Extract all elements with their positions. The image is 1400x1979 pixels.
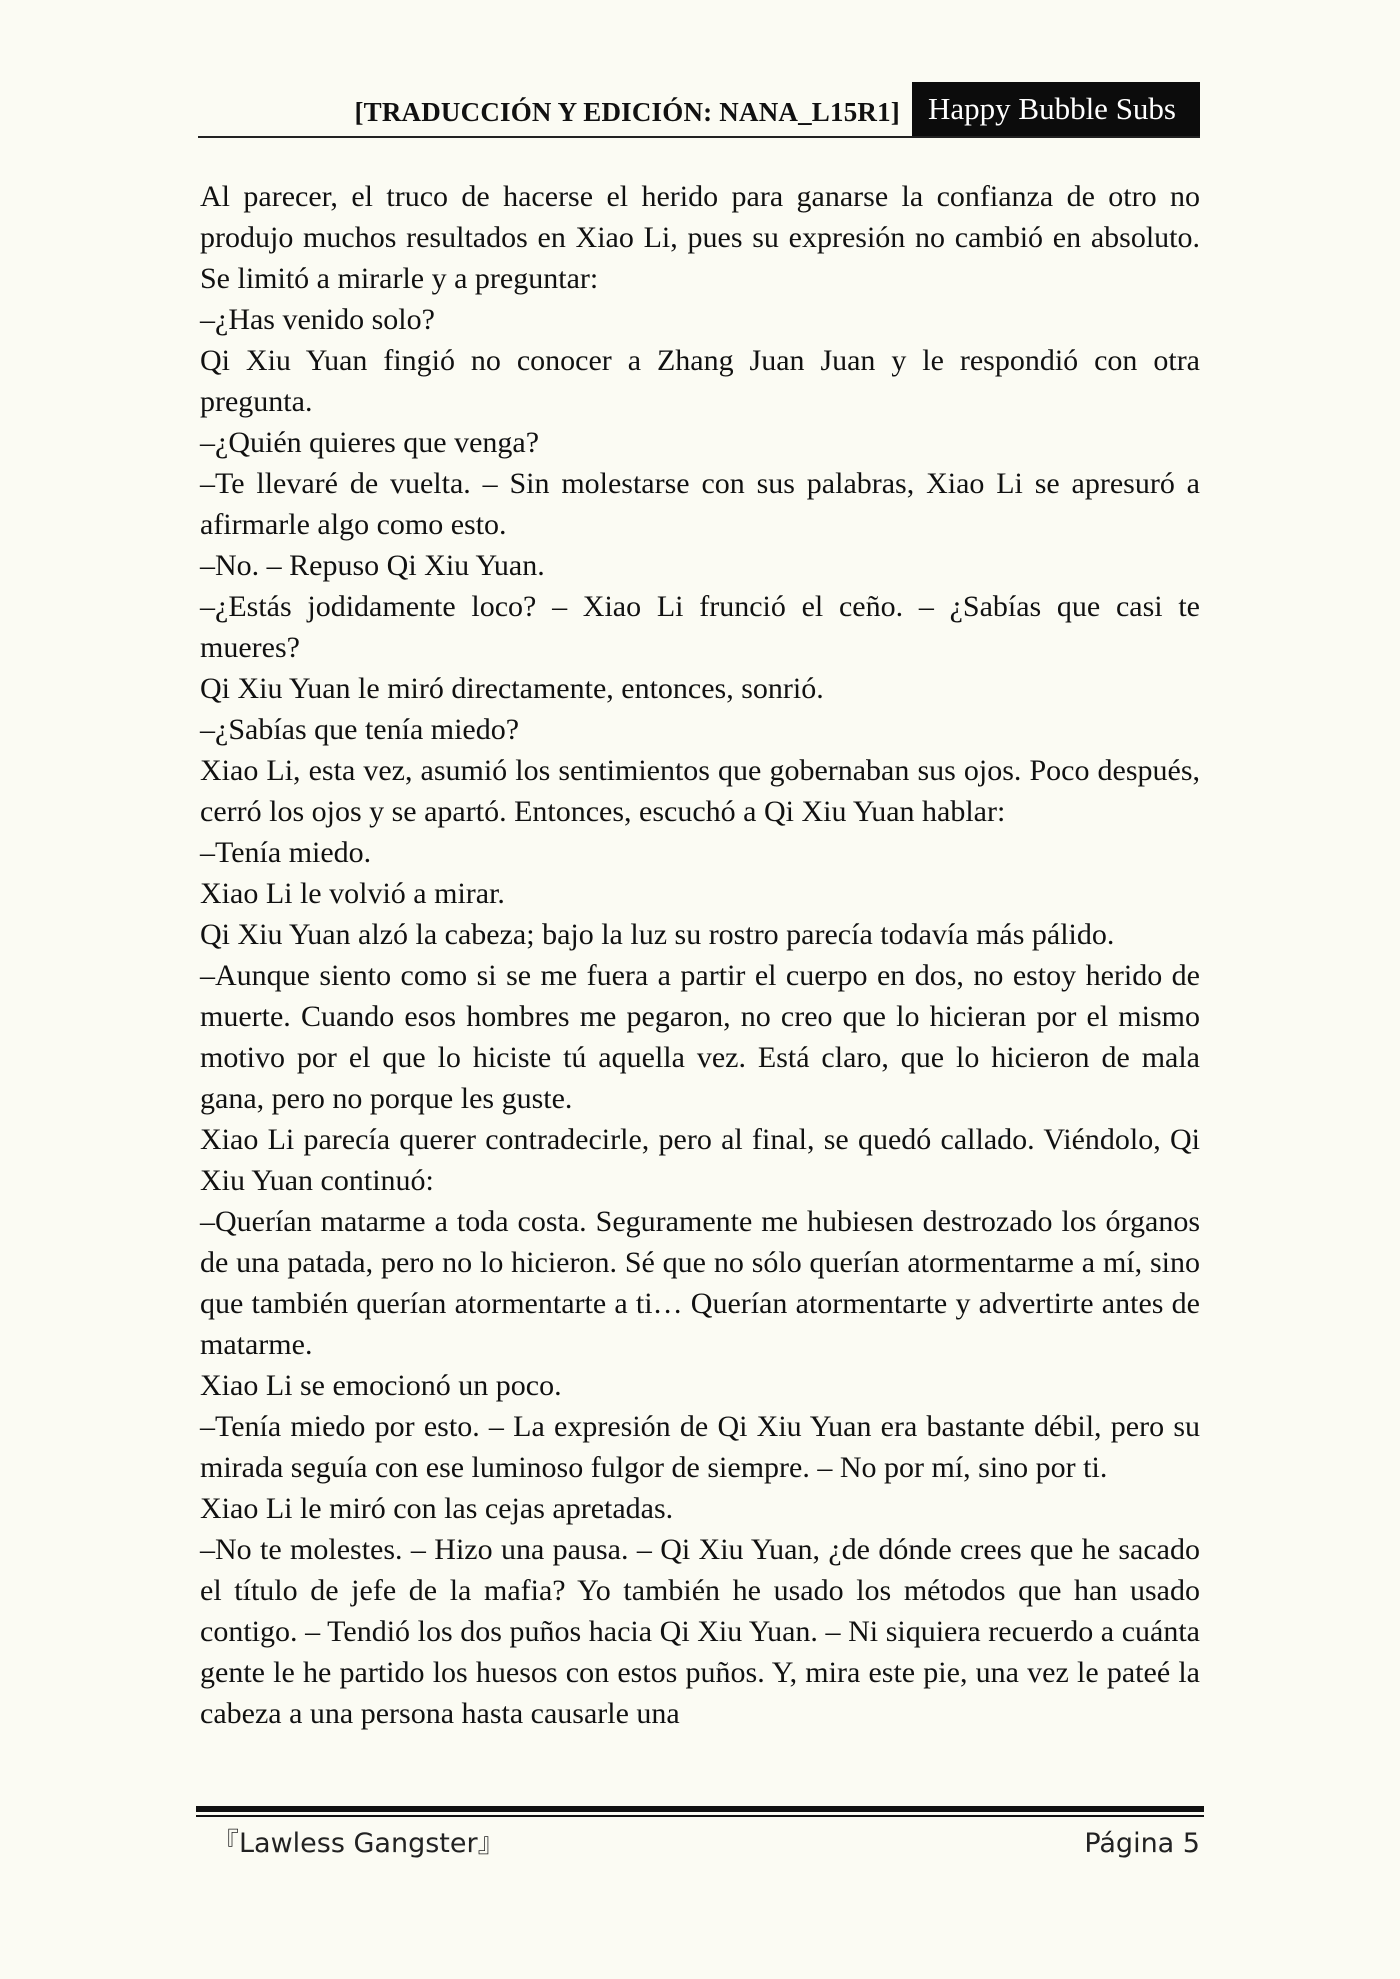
paragraph: –¿Sabías que tenía miedo?: [200, 713, 520, 746]
footer-book-title: 『Lawless Gangster』: [212, 1828, 505, 1859]
page-body: [200, 176, 1200, 1734]
paragraph: Xiao Li se emocionó un poco.: [200, 1369, 562, 1402]
paragraph: –Te llevaré de vuelta. – Sin molestarse con sus palabras, Xiao Li se apresuró a afirmarle algo como esto.: [200, 467, 1200, 541]
paragraph: –¿Has venido solo?: [200, 303, 435, 336]
paragraph: –Tenía miedo.: [200, 836, 372, 869]
paragraph: Qi Xiu Yuan alzó la cabeza; bajo la luz su rostro parecía todavía más pálido.: [200, 918, 1115, 951]
paragraph: –No te molestes. – Hizo una pausa. – Qi Xiu Yuan, ¿de dónde crees que he sacado el título de jefe de la mafia? Yo también he usado los métodos que han usado contigo. – Tendió los dos puños hacia Qi Xiu Yuan. – Ni siquiera recuerdo a cuánta gente le he partido los huesos con estos puños. Y, mira este pie, una vez le pateé la cabeza a una persona hasta causarle una: [200, 1533, 1200, 1730]
paragraph: –No. – Repuso Qi Xiu Yuan.: [200, 549, 545, 582]
footer-page-number: Página 5: [1084, 1828, 1200, 1859]
footer-divider-thin: [196, 1815, 1204, 1817]
paragraph: Xiao Li le volvió a mirar.: [200, 877, 505, 910]
header-brand-box: Happy Bubble Subs: [912, 82, 1200, 136]
page-header: [198, 82, 1200, 138]
paragraph: –Tenía miedo por esto. – La expresión de Qi Xiu Yuan era bastante débil, pero su mirada seguía con ese luminoso fulgor de siempre. – No por mí, sino por ti.: [200, 1410, 1200, 1484]
footer-divider-thick: [196, 1806, 1204, 1812]
paragraph: Al parecer, el truco de hacerse el herido para ganarse la confianza de otro no produjo muchos resultados en Xiao Li, pues su expresión no cambió en absoluto. Se limitó a mirarle y a preguntar:: [200, 180, 1200, 295]
paragraph: Qi Xiu Yuan le miró directamente, entonces, sonrió.: [200, 672, 824, 705]
paragraph: –Querían matarme a toda costa. Seguramente me hubiesen destrozado los órganos de una patada, pero no lo hicieron. Sé que no sólo querían atormentarme a mí, sino que también querían atormentarte a ti… Querían atormentarte y advertirte antes de matarme.: [200, 1205, 1200, 1361]
paragraph: –¿Quién quieres que venga?: [200, 426, 540, 459]
paragraph: Xiao Li, esta vez, asumió los sentimientos que gobernaban sus ojos. Poco después, cerró los ojos y se apartó. Entonces, escuchó a Qi Xiu Yuan hablar:: [200, 754, 1200, 828]
paragraph: Qi Xiu Yuan fingió no conocer a Zhang Juan Juan y le respondió con otra pregunta.: [200, 344, 1200, 418]
paragraph: Xiao Li parecía querer contradecirle, pero al final, se quedó callado. Viéndolo, Qi Xiu Yuan continuó:: [200, 1123, 1200, 1197]
header-credit: [TRADUCCIÓN Y EDICIÓN: NANA_L15R1]: [354, 96, 900, 127]
paragraph: –¿Estás jodidamente loco? – Xiao Li frunció el ceño. – ¿Sabías que casi te mueres?: [200, 590, 1200, 664]
paragraph: –Aunque siento como si se me fuera a partir el cuerpo en dos, no estoy herido de muerte. Cuando esos hombres me pegaron, no creo que lo hicieran por el mismo motivo por el que lo hiciste tú aquella vez. Está claro, que lo hicieron de mala gana, pero no porque les guste.: [200, 959, 1200, 1115]
paragraph: Xiao Li le miró con las cejas apretadas.: [200, 1492, 674, 1525]
